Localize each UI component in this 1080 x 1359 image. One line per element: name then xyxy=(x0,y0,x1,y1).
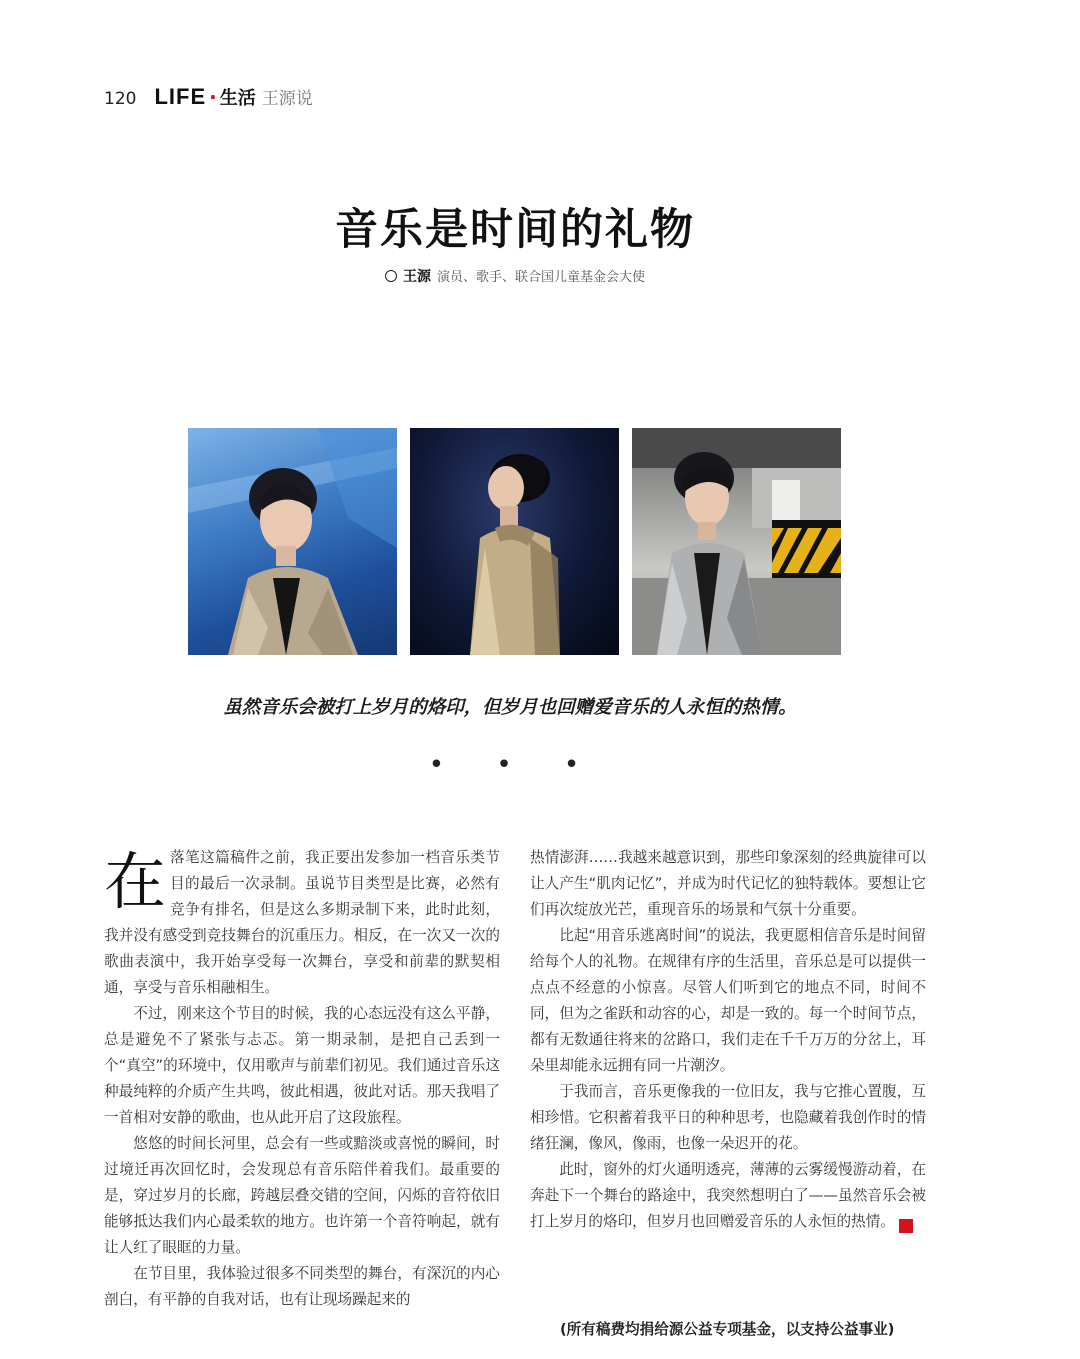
running-header xyxy=(104,84,313,110)
photo-dark-profile-illustration xyxy=(410,428,619,655)
photo-parking-garage xyxy=(632,428,841,655)
drop-cap: 在 xyxy=(104,845,167,918)
photo-blue-stage xyxy=(188,428,397,655)
page-number: 120 xyxy=(104,89,137,109)
section-name-zh: 生活 xyxy=(219,88,256,109)
paragraph: 比起“用音乐逃离时间”的说法，我更愿相信音乐是时间留给每个人的礼物。在规律有序的生活里，音乐总是可以提供一点点不经意的小惊喜。尽管人们听到它的地点不同，时间不同，但为之雀跃和动容的心，却是一致的。每一个时间节点，都有无数通往将来的岔路口，我们走在千千万万的分岔上，耳朵里却能永远拥有同一片潮汐。 xyxy=(530,927,926,1074)
byline xyxy=(0,266,1030,286)
paragraph: 不过，刚来这个节目的时候，我的心态远没有这么平静，总是避免不了紧张与忐忑。第一期录制，是把自己丢到一个“真空”的环境中，仅用歌声与前辈们初见。我们通过音乐这种最纯粹的介质产生共鸣，彼此相遇，彼此对话。那天我唱了一首相对安静的歌曲，也从此开启了这段旅程。 xyxy=(104,1005,500,1126)
section-divider: • • • xyxy=(428,750,602,780)
donation-note: (所有稿费均捐给源公益专项基金，以支持公益事业) xyxy=(560,1321,895,1338)
section-separator-dot: · xyxy=(209,85,217,109)
paragraph: 悠悠的时间长河里，总会有一些或黯淡或喜悦的瞬间，时过境迁再次回忆时，会发现总有音乐陪伴着我们。最重要的是，穿过岁月的长廊，跨越层叠交错的空间，闪烁的音符依旧能够抵达我们内心最柔软的地方。也许第一个音符响起，就有让人红了眼眶的力量。 xyxy=(104,1135,500,1256)
paragraph: 在节目里，我体验过很多不同类型的舞台，有深沉的内心剖白，有平静的自我对话，也有让现场躁起来的 xyxy=(104,1265,500,1308)
author-name: 王源 xyxy=(402,269,431,285)
photo-dark-profile xyxy=(410,428,619,655)
right-column xyxy=(530,845,936,1235)
paragraph: 热情澎湃……我越来越意识到，那些印象深刻的经典旋律可以让人产生“肌肉记忆”，并成为时代记忆的独特载体。要想让它们再次绽放光芒，重现音乐的场景和气氛十分重要。 xyxy=(530,849,926,918)
byline-circle-icon xyxy=(385,270,397,282)
section-name-en: LIFE xyxy=(154,84,207,109)
end-mark-icon: G xyxy=(899,1219,913,1233)
photo-parking-garage-illustration xyxy=(632,428,841,655)
column-name: 王源说 xyxy=(261,89,313,109)
photo-blue-stage-illustration xyxy=(188,428,397,655)
left-column xyxy=(104,845,500,1313)
paragraph-text: 落笔这篇稿件之前，我正要出发参加一档音乐类节目的最后一次录制。虽说节目类型是比赛，必然有竞争有排名，但是这么多期录制下来，此时此刻，我并没有感受到竞技舞台的沉重压力。相反，在一次又一次的歌曲表演中，我开始享受每一次舞台，享受和前辈的默契相通，享受与音乐相融相生。 xyxy=(104,849,500,996)
pull-quote: 虽然音乐会被打上岁月的烙印，但岁月也回赠爱音乐的人永恒的热情。 xyxy=(223,697,797,718)
author-description: 演员、歌手、联合国儿童基金会大使 xyxy=(436,270,645,285)
article-title: 音乐是时间的礼物 xyxy=(335,205,695,255)
paragraph xyxy=(530,1157,936,1235)
paragraph-text: 此时，窗外的灯火通明透亮，薄薄的云雾缓慢游动着，在奔赴下一个舞台的路途中，我突然想明白了——虽然音乐会被打上岁月的烙印，但岁月也回赠爱音乐的人永恒的热情。 xyxy=(530,1161,926,1230)
paragraph: 于我而言，音乐更像我的一位旧友，我与它推心置腹，互相珍惜。它积蓄着我平日的种种思考，也隐藏着我创作时的情绪狂澜，像风，像雨，也像一朵迟开的花。 xyxy=(530,1083,926,1152)
paragraph xyxy=(104,845,500,1001)
